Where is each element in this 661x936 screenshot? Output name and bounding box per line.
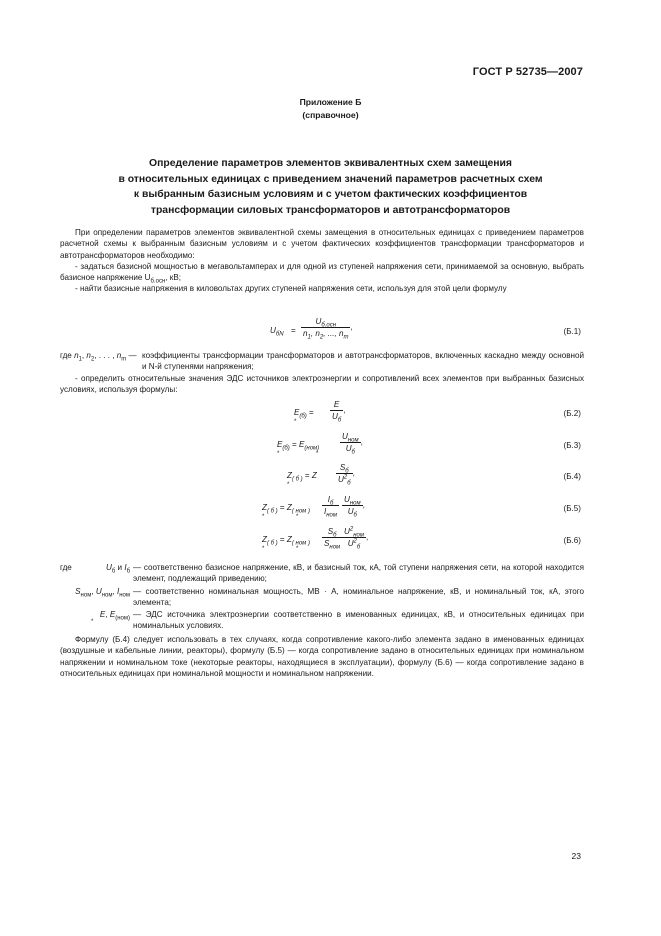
def3-star: * [91,619,94,625]
equation-b5: $Z_{( б )} = Z_{( ном )}$ * * $\frac{I_б}{I_{ном}}$ $\frac{U_{ном}}{U_б}$ , (Б.5) [262,495,581,520]
where-label: где [60,563,72,572]
title-line: к выбранным базисным условиям и с учетом фактических коэффициентов [133,189,528,200]
equation-number: (Б.3) [563,441,581,450]
closing-block [60,634,584,679]
appendix-label: Приложение Б [299,97,362,107]
equation-b3: $E_{(б)} = E_{(ном)}$ * * $\frac{U_{ном}}{U_б}$ , (Б.3) [277,432,581,457]
step3-paragraph: - определить относительные значения ЭДС источников электроэнергии и сопротивлений всех элементов при выбранных базисных условиях, используя формулы: [60,374,584,395]
equation-b4: $Z_{( б )} = Z$ * $\frac{S_б}{U^2_б}$ , (Б.4) [287,463,581,488]
section-title [0,156,661,218]
equation-number: (Б.5) [563,504,581,513]
equation-b2: $E_{(б)}$ = * $\frac{E}{U_б}$ , (Б.2) [294,400,581,425]
title-line: в относительных единицах с приведением значений параметров расчетных схем [118,173,543,185]
def3-symbols: E, $E_{(ном)}$ [99,610,130,622]
body-text-block [60,227,584,295]
equation-number: (Б.4) [563,472,581,481]
equation-number: (Б.2) [563,409,581,418]
intro-paragraph: При определении параметров элементов эквивалентной схемы замещения в относительных единицах с приведением параметров расчетной схемы к выбранным базисным условиям и с учетом фактических коэффициентов трансформации трансформаторов и автотрансформаторов необходимо: [60,228,584,260]
standard-code: ГОСТ Р 52735—2007 [472,66,583,78]
where-n-text: коэффициенты трансформации трансформаторов и автотрансформаторов, включенных каскадно между основной и N-й ступенями напряжения; [142,351,584,372]
equation-number: (Б.1) [563,327,581,336]
equation-b6: $Z_{( б )} = Z_{( ном )}$ * * $\frac{S_б}{S_{ном}}$ $\frac{U^2_{ном}}{U^2_б}$ , (Б.6) [262,526,581,552]
def1-text: — соответственно базисное напряжение, кВ, и базисный ток, кА, той ступени напряжения сети, на которой находится элемент, подлежащий приведению; [133,563,584,584]
title-line: трансформации силовых трансформаторов и автотрансформаторов [150,204,511,216]
def2-text: — соответственно номинальная мощность, МВ · А, номинальное напряжение, кВ, и номинальный ток, кА, этого элемента; [133,587,584,608]
page-number: 23 [571,851,581,861]
step1-paragraph: - задаться базисной мощностью в мегавольтамперах и для одной из ступеней напряжения сети, принимаемой за основную, выбрать базисное напряжение $U_{б.осн}$, кВ; [60,261,584,285]
equation-number: (Б.6) [563,536,581,545]
step2-paragraph: - найти базисные напряжения в киловольтах других ступеней напряжения сети, используя для этой цели формулу [75,284,507,294]
closing-paragraph: Формулу (Б.4) следует использовать в тех случаях, когда сопротивление какого-либо элемента задано в именованных единицах (воздушные и кабельные линии, реакторы), формулу (Б.5) — когда сопротивление задано в относительных единицах при номинальном напряжении и номинальном токе (некоторые реакторы, находящиеся в эксплуатации), формулу (Б.6) — когда сопротивление задано в относительных единицах при номинальной мощности и номинальном напряжении. [60,635,584,678]
appendix-heading [0,96,661,121]
step3-block [60,373,584,396]
title-line: Определение параметров элементов эквивалентных схем замещения [149,158,512,169]
def3-text: — ЭДС источника электроэнергии соответственно в именованных единицах, кВ, и относительных единицах при номинальных условиях. [133,610,584,631]
where-n-label: где $n_1$, $n_2$, . . . , $n_m$ — [60,351,137,363]
def1-symbols: $U_б$ и $I_б$ [105,563,130,575]
def2-symbols: $S_{ном}$, $U_{ном}$, $I_{ном}$ [75,587,130,599]
equation-b1: $U_{бN}$ = $\frac{U_{б.осн}}{n_1, n_2, ..., n_m}$ , (Б.1) [270,317,581,341]
appendix-type: (справочное) [302,109,359,120]
